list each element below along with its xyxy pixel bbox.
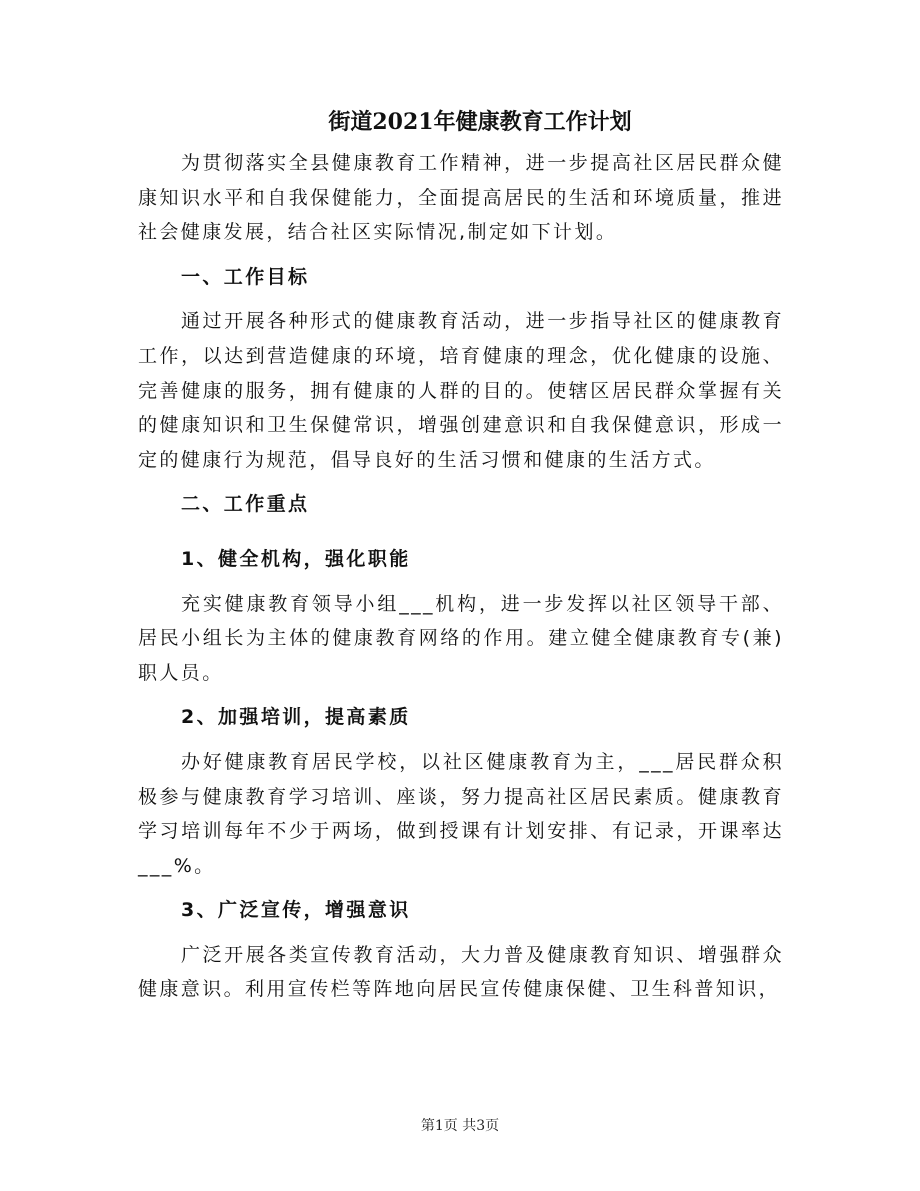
goals-paragraph: 通过开展各种形式的健康教育活动，进一步指导社区的健康教育工作，以达到营造健康的环境，培育健康的理念，优化健康的设施、完善健康的服务，拥有健康的人群的目的。使辖区居民群众掌握有关的健康知识和卫生保健常识，增强创建意识和自我保健意识，形成一定的健康行为规范，倡导良好的生活习惯和健康的生活方式。 bbox=[138, 310, 784, 471]
organization-paragraph: 充实健康教育领导小组___机构，进一步发挥以社区领导干部、居民小组长为主体的健康教育网络的作用。建立健全健康教育专(兼)职人员。 bbox=[138, 592, 784, 684]
section-heading-goals: 一、工作目标 bbox=[181, 265, 310, 288]
intro-paragraph: 为贯彻落实全县健康教育工作精神，进一步提高社区居民群众健康知识水平和自我保健能力，全面提高居民的生活和环境质量，推进社会健康发展，结合社区实际情况,制定如下计划。 bbox=[138, 152, 784, 244]
training-paragraph: 办好健康教育居民学校，以社区健康教育为主，___居民群众积极参与健康教育学习培训、座谈，努力提高社区居民素质。健康教育学习培训每年不少于两场，做到授课有计划安排、有记录，开课率达___%。 bbox=[138, 750, 784, 877]
document-body bbox=[138, 146, 784, 1007]
page-number-footer: 第1页 共3页 bbox=[420, 1118, 500, 1134]
section-heading-focus: 二、工作重点 bbox=[181, 493, 310, 516]
subheading-training: 2、加强培训，提高素质 bbox=[181, 706, 411, 729]
subheading-organization: 1、健全机构，强化职能 bbox=[181, 547, 411, 570]
publicity-paragraph: 广泛开展各类宣传教育活动，大力普及健康教育知识、增强群众健康意识。利用宣传栏等阵地向居民宣传健康保健、卫生科普知识， bbox=[138, 943, 784, 1001]
subheading-publicity: 3、广泛宣传，增强意识 bbox=[181, 899, 411, 922]
page-title: 街道2021年健康教育工作计划 bbox=[328, 109, 632, 135]
